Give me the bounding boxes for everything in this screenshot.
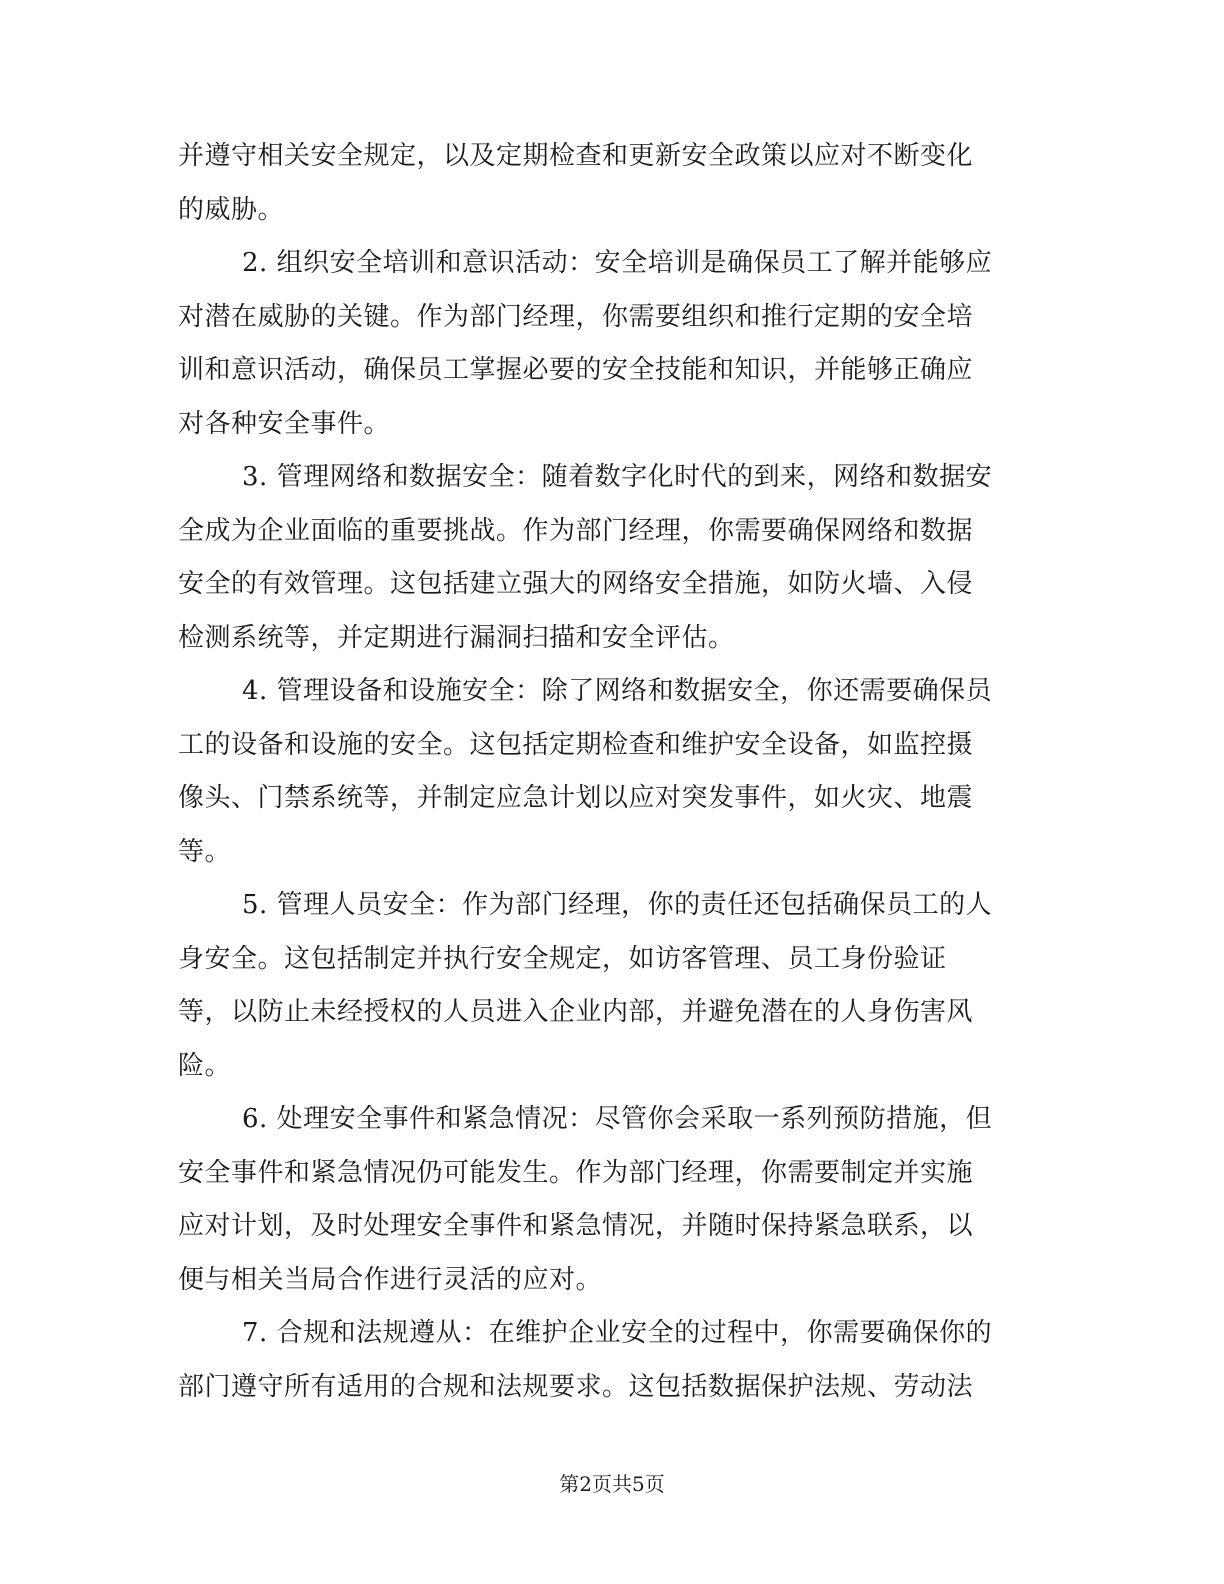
text-line: 安全的有效管理。这包括建立强大的网络安全措施，如防火墙、入侵 [178,569,974,599]
text-line: 险。 [178,1050,232,1081]
text-line: 应对计划，及时处理安全事件和紧急情况，并随时保持紧急联系，以 [178,1211,974,1241]
text-line: 2. 组织安全培训和意识活动：安全培训是确保员工了解并能够应 [242,248,993,278]
text-line: 等，以防止未经授权的人员进入企业内部，并避免潜在的人身伤害风 [178,997,974,1027]
text-line: 5. 管理人员安全：作为部门经理，你的责任还包括确保员工的人 [242,890,993,920]
text-line: 对各种安全事件。 [178,408,391,439]
text-line: 像头、门禁系统等，并制定应急计划以应对突发事件，如火灾、地震 [178,783,974,813]
text-line: 等。 [178,836,232,867]
text-line: 7. 合规和法规遵从：在维护企业安全的过程中，你需要确保你的 [242,1318,993,1348]
text-line: 的威胁。 [178,194,285,225]
text-line: 6. 处理安全事件和紧急情况：尽管你会采取一系列预防措施，但 [242,1104,993,1134]
text-line: 工的设备和设施的安全。这包括定期检查和维护安全设备，如监控摄 [178,729,974,760]
text-line: 部门遵守所有适用的合规和法规要求。这包括数据保护法规、劳动法 [178,1371,974,1402]
text-line: 4. 管理设备和设施安全：除了网络和数据安全，你还需要确保员 [242,676,993,706]
text-line: 便与相关当局合作进行灵活的应对。 [178,1264,603,1295]
text-line: 检测系统等，并定期进行漏洞扫描和安全评估。 [178,622,735,653]
document-body [178,130,1038,1414]
page-footer: 第2页共5页 [559,1472,665,1496]
text-line: 训和意识活动，确保员工掌握必要的安全技能和知识，并能够正确应 [178,355,974,385]
text-line: 安全事件和紧急情况仍可能发生。作为部门经理，你需要制定并实施 [178,1157,974,1188]
text-line: 并遵守相关安全规定，以及定期检查和更新安全政策以应对不断变化 [178,141,974,171]
text-line: 全成为企业面临的重要挑战。作为部门经理，你需要确保网络和数据 [178,515,974,546]
text-line: 身安全。这包括制定并执行安全规定，如访客管理、员工身份验证 [178,943,947,974]
text-line: 对潜在威胁的关键。作为部门经理，你需要组织和推行定期的安全培 [178,301,974,332]
text-line: 3. 管理网络和数据安全：随着数字化时代的到来，网络和数据安 [242,462,993,492]
